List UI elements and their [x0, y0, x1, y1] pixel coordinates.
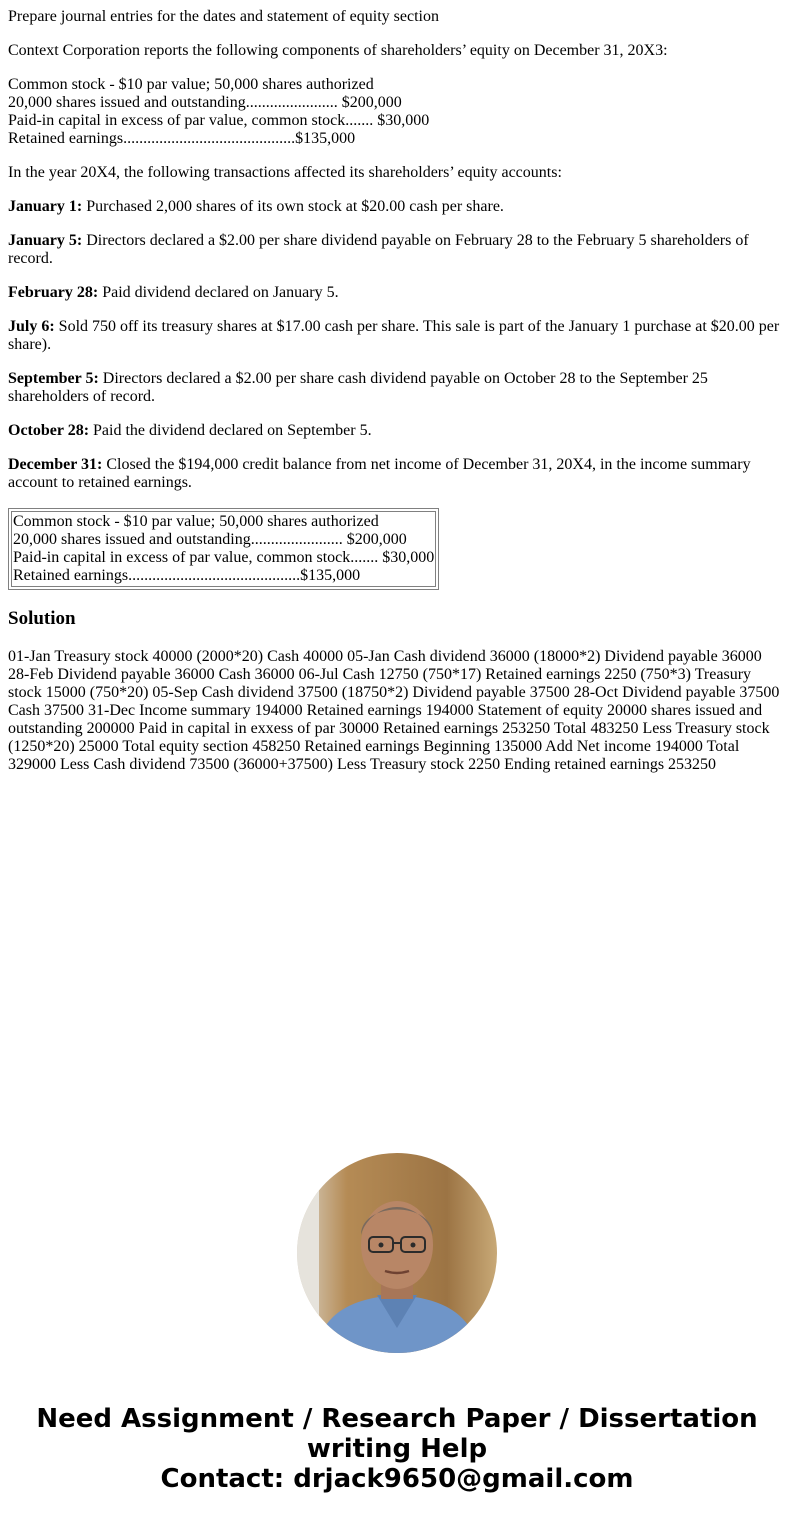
table-row — [11, 511, 436, 587]
transaction-text: Paid the dividend declared on September 5. — [89, 422, 372, 439]
transaction-date: January 5: — [8, 232, 83, 249]
transaction-item — [8, 422, 786, 440]
equity-table-line-retained-earnings: Retained earnings...........................................$135,000 — [13, 567, 361, 584]
equity-table — [8, 508, 439, 590]
transaction-text: Directors declared a $2.00 per share cash dividend payable on October 28 to the September 25 shareholders of record. — [8, 370, 708, 405]
equity-table-line-common-stock: Common stock - $10 par value; 50,000 shares authorized — [13, 513, 379, 530]
context-paragraph: Context Corporation reports the following components of shareholders’ equity on December 31, 20X3: — [8, 42, 668, 59]
transaction-date: October 28: — [8, 422, 90, 439]
author-portrait-image — [297, 1153, 497, 1353]
solution-text: 01-Jan Treasury stock 40000 (2000*20) Cash 40000 05-Jan Cash dividend 36000 (18000*2) Dividend payable 36000 28-Feb Dividend payable 36000 Cash 36000 06-Jul Cash 12750 (750*17) Retained earnings 2250 (750*3) Treasury stock 15000 (750*20) 05-Sep Cash dividend 37500 (18750*2) Dividend payable 37500 28-Oct Dividend payable 37500 Cash 37500 31-Dec Income summary 194000 Retained earnings 194000 Statement of equity 20000 shares issued and outstanding 200000 Paid in capital in exxess of par 30000 Retained earnings 253250 Total 483250 Less Treasury stock (1250*20) 25000 Total equity section 458250 Retained earnings Beginning 135000 Add Net income 194000 Total 329000 Less Cash dividend 73500 (36000+37500) Less Treasury stock 2250 Ending retained earnings 253250 — [8, 648, 780, 773]
transaction-text: Closed the $194,000 credit balance from net income of December 31, 20X4, in the income summary account to retained earnings. — [8, 456, 751, 491]
footer-contact: Contact: drjack9650@gmail.com — [160, 1464, 634, 1494]
transaction-date: September 5: — [8, 370, 99, 387]
document-body — [8, 8, 786, 774]
transaction-date: January 1: — [8, 198, 83, 215]
transaction-date: February 28: — [8, 284, 99, 301]
equity-components-block — [8, 76, 786, 148]
solution-heading: Solution — [8, 608, 76, 629]
equity-line-common-stock: Common stock - $10 par value; 50,000 shares authorized — [8, 76, 374, 93]
equity-line-paid-in-capital: Paid-in capital in excess of par value, common stock....... $30,000 — [8, 112, 430, 129]
transaction-date: July 6: — [8, 318, 55, 335]
transaction-date: December 31: — [8, 456, 103, 473]
transaction-item — [8, 318, 786, 354]
transaction-text: Purchased 2,000 shares of its own stock at $20.00 cash per share. — [82, 198, 504, 215]
footer-line-2: writing Help — [306, 1434, 488, 1464]
transaction-item — [8, 232, 786, 268]
transaction-text: Directors declared a $2.00 per share dividend payable on February 28 to the February 5 shareholders of record. — [8, 232, 749, 267]
transaction-item — [8, 284, 786, 302]
transaction-item — [8, 198, 786, 216]
question-heading: Prepare journal entries for the dates and statement of equity section — [8, 8, 439, 25]
transaction-text: Paid dividend declared on January 5. — [98, 284, 339, 301]
transaction-item — [8, 370, 786, 406]
table-cell — [11, 511, 436, 587]
transactions-intro: In the year 20X4, the following transactions affected its shareholders’ equity accounts: — [8, 164, 562, 181]
transaction-text: Sold 750 off its treasury shares at $17.00 cash per share. This sale is part of the January 1 purchase at $20.00 per share). — [8, 318, 780, 353]
equity-line-shares-outstanding: 20,000 shares issued and outstanding....................... $200,000 — [8, 94, 402, 111]
author-avatar — [297, 1153, 497, 1353]
equity-line-retained-earnings: Retained earnings...........................................$135,000 — [8, 130, 356, 147]
equity-table-line-shares-outstanding: 20,000 shares issued and outstanding....................... $200,000 — [13, 531, 407, 548]
transaction-item — [8, 456, 786, 492]
equity-table-line-paid-in-capital: Paid-in capital in excess of par value, common stock....... $30,000 — [13, 549, 435, 566]
footer-banner — [0, 1404, 794, 1494]
footer-line-1: Need Assignment / Research Paper / Dissertation — [36, 1404, 758, 1434]
